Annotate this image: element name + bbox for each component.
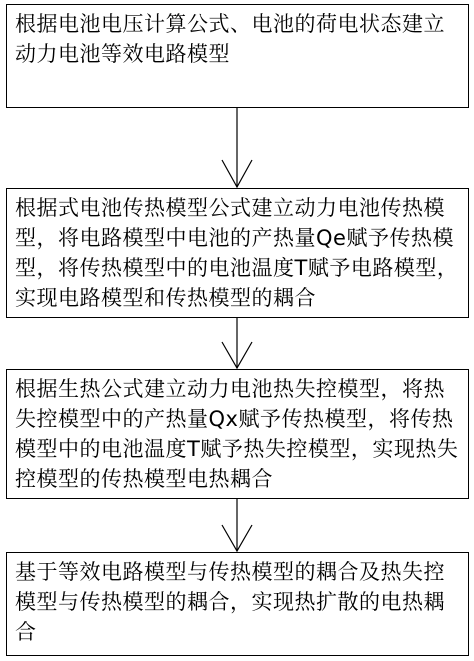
flow-step-1 [6,4,469,108]
flow-step-2 [6,188,469,318]
flow-step-2-text: 根据式电池传热模型公式建立动力电池传热模型，将电路模型中电池的产热量Qe赋予传热模型，将传热模型中的电池温度T赋予电路模型，实现电路模型和传热模型的耦合 [15,196,459,310]
flow-arrow-1 [0,108,474,188]
flow-step-3 [6,369,469,499]
flow-step-1-text: 根据电池电压计算公式、电池的荷电状态建立动力电池等效电路模型 [15,12,445,66]
flow-step-4-text: 基于等效电路模型与传热模型的耦合及热失控模型与传热模型的耦合，实现热扩散的电热耦合 [15,560,445,644]
flow-arrow-3 [0,499,474,552]
flow-step-3-text: 根据生热公式建立动力电池热失控模型，将热失控模型中的产热量Qx赋予传热模型，将传热模型中的电池温度T赋予热失控模型，实现热失控模型的传热模型电热耦合 [15,377,459,491]
flow-arrow-2 [0,318,474,369]
flow-step-4 [6,552,469,656]
